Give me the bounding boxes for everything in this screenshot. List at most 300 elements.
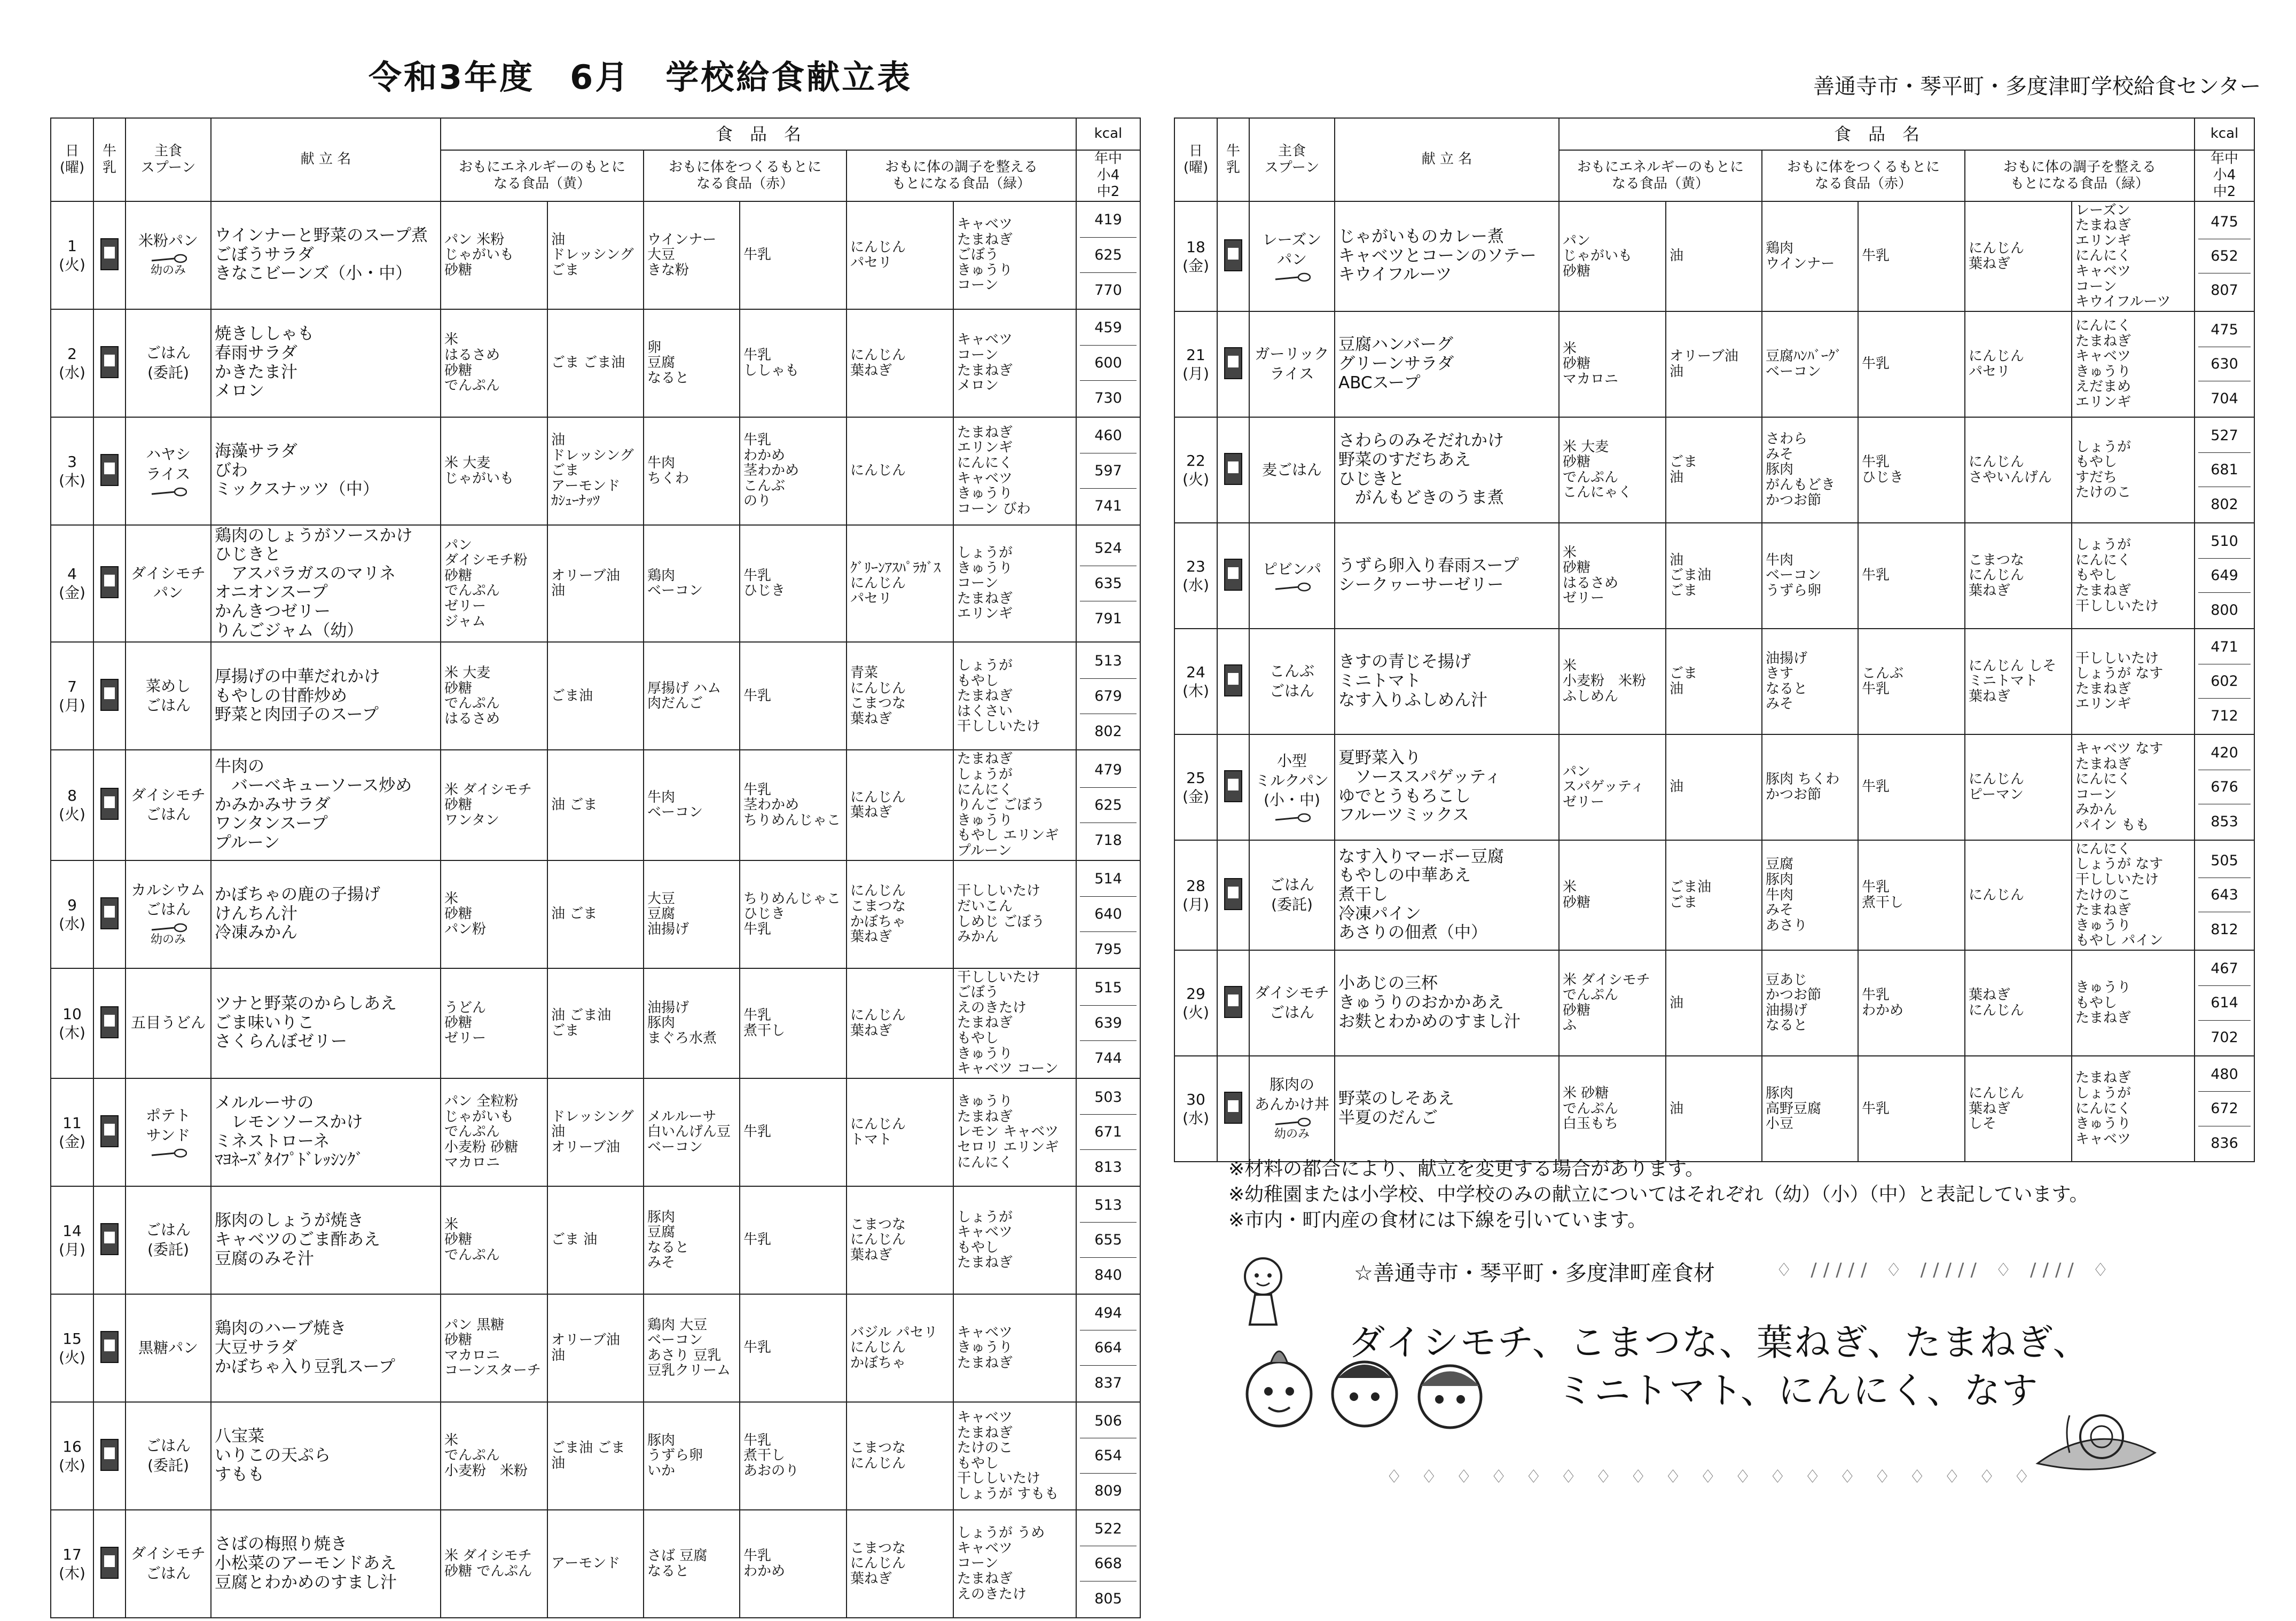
red-food-cell: こんぶ 牛乳 [1858, 629, 1965, 734]
organization-name: 善通寺市・琴平町・多度津町学校給食センター [1813, 74, 2261, 99]
menu-day-row [51, 1294, 1140, 1402]
milk-carton-icon [100, 1547, 119, 1579]
kcal-value: 630 [2198, 347, 2251, 381]
kcal-value: 718 [1094, 832, 1122, 849]
day-cell: 11 (金) [51, 1078, 93, 1186]
green-food-cell: 葉ねぎ にんじん [1965, 950, 2072, 1056]
green-food-cell: しょうが キャベツ もやし たまねぎ [953, 1186, 1076, 1294]
milk-carton-icon [100, 454, 119, 486]
staple-cell [1249, 523, 1335, 629]
kcal-value: 741 [1094, 497, 1122, 514]
red-food-cell: 鶏肉 大豆 ベーコン あさり 豆乳 豆乳クリーム [644, 1294, 740, 1402]
kcal-cell [1076, 201, 1140, 309]
staple-name: ごはん (委託) [145, 344, 191, 381]
dishes-cell: 焼きししゃも 春雨サラダ かきたま汁 メロン [211, 309, 441, 417]
yellow-food-cell: ごま 油 [1666, 417, 1762, 523]
milk-cell [93, 309, 126, 417]
red-food-cell: 牛乳 茎わかめ ちりめんじゃこ [740, 750, 847, 860]
staple-cell [126, 525, 211, 643]
header-red: おもに体をつくるもとに なる食品（赤） [1762, 150, 1965, 201]
milk-cell [1217, 523, 1249, 629]
dishes-cell: 海藻サラダ びわ ミックスナッツ（中） [211, 417, 441, 525]
staple-name: ハヤシ ライス [146, 445, 191, 483]
milk-carton-icon [1224, 559, 1242, 591]
green-food-cell: キャベツ たまねぎ たけのこ もやし 干ししいたけ しょうが すもも [953, 1402, 1076, 1510]
milk-carton-icon [1224, 239, 1242, 271]
menu-day-row [1174, 840, 2254, 950]
staple-cell [1249, 1056, 1335, 1162]
yellow-food-cell: 油 [1666, 1056, 1762, 1162]
yellow-food-cell: 米 砂糖 でんぷん 白玉もち [1559, 1056, 1666, 1162]
staple-name: 五目うどん [130, 1014, 206, 1032]
green-food-cell: キャベツ なす たまねぎ にんにく コーン みかん パイン もも [2072, 734, 2195, 840]
header-ingredients: 食 品 名 [1559, 118, 2195, 150]
kcal-value: 704 [2211, 390, 2238, 407]
red-food-cell: 牛乳 [1858, 201, 1965, 311]
milk-carton-icon [100, 1331, 119, 1363]
dishes-cell: じゃがいものカレー煮 キャベツとコーンのソテー キウイフルーツ [1335, 201, 1559, 311]
yellow-food-cell: 油 [1666, 201, 1762, 311]
kcal-cell [1076, 1294, 1140, 1402]
green-food-cell: きゅうり たまねぎ レモン キャベツ セロリ エリンギ にんにく [953, 1078, 1076, 1186]
staple-name: こんぶ ごはん [1269, 662, 1314, 700]
kcal-value: 840 [1094, 1266, 1122, 1283]
milk-cell [93, 417, 126, 525]
yellow-food-cell: ごま油 [547, 642, 644, 750]
staple-cell [126, 642, 211, 750]
green-food-cell: にんじん しそ ミニトマト 葉ねぎ [1965, 629, 2072, 734]
milk-carton-icon [1224, 770, 1242, 802]
kcal-cell [1076, 1186, 1140, 1294]
kcal-value: 460 [1080, 419, 1137, 454]
day-cell: 29 (火) [1174, 950, 1217, 1056]
red-food-cell: 牛乳 [1858, 1056, 1965, 1162]
yellow-food-cell: 米 砂糖 マカロニ [1559, 311, 1666, 417]
kcal-value: 494 [1080, 1296, 1137, 1331]
yellow-food-cell: 米 砂糖 パン粉 [441, 860, 547, 968]
menu-day-row [1174, 1056, 2254, 1162]
green-food-cell: ｸﾞﾘｰﾝｱｽﾊﾟﾗｶﾞｽ にんじん パセリ [847, 525, 953, 643]
spoon-icon [150, 487, 187, 497]
staple-name: ピビンパ [1262, 560, 1322, 578]
green-food-cell: たまねぎ エリンギ にんにく キャベツ きゅうり コーン びわ [953, 417, 1076, 525]
green-food-cell: にんじん ピーマン [1965, 734, 2072, 840]
staple-name: ダイシモチ パン [131, 565, 206, 602]
header-milk: 牛 乳 [93, 118, 126, 201]
kcal-value: 600 [1080, 346, 1137, 381]
day-cell: 24 (木) [1174, 629, 1217, 734]
dishes-cell: 野菜のしそあえ 半夏のだんご [1335, 1056, 1559, 1162]
kcal-value: 809 [1094, 1482, 1122, 1499]
green-food-cell: にんじん トマト [847, 1078, 953, 1186]
red-food-cell: 牛乳 煮干し [740, 968, 847, 1078]
day-cell: 7 (月) [51, 642, 93, 750]
dishes-cell: なす入りマーボー豆腐 もやしの中華あえ 煮干し 冷凍パイン あさりの佃煮（中） [1335, 840, 1559, 950]
red-food-cell: 牛乳 煮干し [1858, 840, 1965, 950]
yellow-food-cell: ごま 油 [1666, 629, 1762, 734]
dishes-cell: きすの青じそ揚げ ミニトマト なす入りふしめん汁 [1335, 629, 1559, 734]
yellow-food-cell: オリーブ油 油 [547, 1294, 644, 1402]
milk-cell [93, 1294, 126, 1402]
green-food-cell: バジル パセリ にんじん かぼちゃ [847, 1294, 953, 1402]
snail-icon [2032, 1373, 2160, 1479]
kcal-value: 649 [2198, 559, 2251, 593]
spoon-note: 幼のみ [150, 264, 186, 278]
red-food-cell: 大豆 豆腐 油揚げ [644, 860, 740, 968]
green-food-cell: にんじん 葉ねぎ しそ [1965, 1056, 2072, 1162]
staple-cell [126, 1510, 211, 1618]
kcal-value: 671 [1080, 1115, 1137, 1150]
milk-cell [93, 1402, 126, 1510]
staple-cell [1249, 734, 1335, 840]
header-menu: 献 立 名 [211, 118, 441, 201]
yellow-food-cell: 米 大麦 砂糖 でんぷん こんにゃく [1559, 417, 1666, 523]
red-food-cell: 豆腐 豚肉 牛肉 みそ あさり [1762, 840, 1858, 950]
red-food-cell: 牛乳 わかめ [1858, 950, 1965, 1056]
red-food-cell: 牛乳 煮干し あおのり [740, 1402, 847, 1510]
kcal-value: 475 [2198, 313, 2251, 347]
kcal-value: 712 [2211, 707, 2238, 724]
day-cell: 4 (金) [51, 525, 93, 643]
green-food-cell: にんじん こまつな かぼちゃ 葉ねぎ [847, 860, 953, 968]
kcal-value: 614 [2198, 986, 2251, 1020]
spoon-icon [1273, 1117, 1311, 1127]
green-food-cell: きゅうり もやし たまねぎ [2072, 950, 2195, 1056]
green-food-cell: 青菜 にんじん こまつな 葉ねぎ [847, 642, 953, 750]
red-food-cell: 牛乳 [740, 1186, 847, 1294]
red-food-cell: 牛乳 わかめ [740, 1510, 847, 1618]
header-yellow: おもにエネルギーのもとに なる食品（黄） [441, 150, 644, 201]
red-food-cell: 牛乳 [1858, 734, 1965, 840]
kcal-value: 419 [1080, 203, 1137, 238]
green-food-cell: こまつな にんじん 葉ねぎ [847, 1510, 953, 1618]
yellow-food-cell: パン 米粉 じゃがいも 砂糖 [441, 201, 547, 309]
yellow-food-cell: 米 ダイシモチ でんぷん 砂糖 ふ [1559, 950, 1666, 1056]
staple-name: 小型 ミルクパン (小・中) [1255, 752, 1329, 809]
yellow-food-cell: 米 砂糖 [1559, 840, 1666, 950]
kcal-cell [1076, 1510, 1140, 1618]
milk-cell [93, 750, 126, 860]
day-cell: 17 (木) [51, 1510, 93, 1618]
kcal-value: 513 [1080, 1188, 1137, 1223]
kcal-value: 676 [2198, 770, 2251, 804]
red-food-cell: さば 豆腐 なると [644, 1510, 740, 1618]
menu-day-row [51, 1186, 1140, 1294]
milk-carton-icon [100, 788, 119, 820]
dishes-cell: 八宝菜 いりこの天ぷら すもも [211, 1402, 441, 1510]
red-food-cell: 牛乳 [740, 201, 847, 309]
spoon-icon [1273, 813, 1311, 823]
kcal-value: 505 [2198, 844, 2251, 878]
kcal-value: 639 [1080, 1006, 1137, 1041]
red-food-cell: 牛乳 ししゃも [740, 309, 847, 417]
spoon-icon [150, 1148, 187, 1158]
yellow-food-cell: ごま油 ごま [1666, 840, 1762, 950]
red-food-cell: ちりめんじゃこ ひじき 牛乳 [740, 860, 847, 968]
kcal-value: 467 [2198, 952, 2251, 986]
dishes-cell: 夏野菜入り ソーススパゲッティ ゆでとうもろこし フルーツミックス [1335, 734, 1559, 840]
staple-name: 菜めし ごはん [145, 677, 191, 715]
day-cell: 10 (木) [51, 968, 93, 1078]
dishes-cell: 豚肉のしょうが焼き キャベツのごま酢あえ 豆腐のみそ汁 [211, 1186, 441, 1294]
kcal-value: 475 [2198, 205, 2251, 239]
day-cell: 8 (火) [51, 750, 93, 860]
header-day: 日 (曜) [51, 118, 93, 201]
milk-cell [1217, 417, 1249, 523]
dishes-cell: かぼちゃの鹿の子揚げ けんちん汁 冷凍みかん [211, 860, 441, 968]
staple-name: ダイシモチ ごはん [131, 1545, 206, 1582]
green-food-cell: にんにく たまねぎ キャベツ きゅうり えだまめ エリンギ [2072, 311, 2195, 417]
dishes-cell: 小あじの三杯 きゅうりのおかかあえ お麩とわかめのすまし汁 [1335, 950, 1559, 1056]
red-food-cell: 豚肉 高野豆腐 小豆 [1762, 1056, 1858, 1162]
day-cell: 22 (火) [1174, 417, 1217, 523]
red-food-cell: 豆あじ かつお節 油揚げ なると [1762, 950, 1858, 1056]
kcal-cell [1076, 642, 1140, 750]
kcal-cell [1076, 1078, 1140, 1186]
kcal-value: 664 [1080, 1330, 1137, 1366]
header-green: おもに体の調子を整える もとになる食品（緑） [1965, 150, 2195, 201]
green-food-cell: しょうが にんにく もやし たまねぎ 干ししいたけ [2072, 523, 2195, 629]
green-food-cell: 干ししいたけ ごぼう えのきたけ たまねぎ もやし きゅうり キャベツ コーン [953, 968, 1076, 1078]
local-foods-line2: ミニトマト、にんにく、なす [1557, 1370, 2039, 1412]
kcal-value: 635 [1080, 566, 1137, 601]
yellow-food-cell: 米 大麦 砂糖 でんぷん はるさめ [441, 642, 547, 750]
staple-cell [126, 1078, 211, 1186]
dishes-cell: 鶏肉のしょうがソースかけ ひじきと アスパラガスのマリネ オニオンスープ かんきつゼリー りんごジャム（幼） [211, 525, 441, 643]
green-food-cell: レーズン たまねぎ エリンギ にんにく キャベツ コーン キウイフルーツ [2072, 201, 2195, 311]
green-food-cell: にんじん 葉ねぎ [847, 750, 953, 860]
staple-cell [1249, 201, 1335, 311]
menu-day-row [1174, 950, 2254, 1056]
milk-carton-icon [1224, 453, 1242, 485]
green-food-cell: にんじん パセリ [1965, 311, 2072, 417]
green-food-cell: 干ししいたけ しょうが なす たまねぎ エリンギ [2072, 629, 2195, 734]
day-cell: 16 (水) [51, 1402, 93, 1510]
milk-cell [1217, 201, 1249, 311]
menu-day-row [1174, 734, 2254, 840]
yellow-food-cell: 油 ごま [547, 750, 644, 860]
kcal-value: 524 [1080, 531, 1137, 566]
menu-day-row [51, 642, 1140, 750]
header-kcal-group: 年中 小4 中2 [1076, 150, 1140, 201]
yellow-food-cell: 米 砂糖 はるさめ ゼリー [1559, 523, 1666, 629]
milk-carton-icon [1224, 1092, 1242, 1124]
day-cell: 21 (月) [1174, 311, 1217, 417]
red-food-cell: 油揚げ きす なると みそ [1762, 629, 1858, 734]
milk-cell [93, 860, 126, 968]
kcal-value: 602 [2198, 664, 2251, 699]
staple-cell [1249, 311, 1335, 417]
yellow-food-cell: 油 [1666, 950, 1762, 1056]
milk-cell [1217, 311, 1249, 417]
green-food-cell: にんじん [1965, 840, 2072, 950]
kcal-cell [2195, 840, 2254, 950]
staple-name: 米粉パン [138, 232, 198, 250]
menu-day-row [1174, 311, 2254, 417]
staple-name: 麦ごはん [1261, 460, 1322, 479]
menu-table-left [50, 118, 1141, 1618]
header-ingredients: 食 品 名 [441, 118, 1076, 150]
header-kcal: kcal [1076, 118, 1140, 150]
yellow-food-cell: パン じゃがいも 砂糖 [1559, 201, 1666, 311]
kcal-value: 479 [1080, 753, 1137, 788]
kcal-cell [1076, 750, 1140, 860]
staple-cell [1249, 629, 1335, 734]
green-food-cell: しょうが もやし すだち たけのこ [2072, 417, 2195, 523]
milk-cell [93, 201, 126, 309]
staple-cell [126, 860, 211, 968]
kcal-value: 672 [2198, 1092, 2251, 1126]
milk-carton-icon [100, 1223, 119, 1255]
red-food-cell: 牛乳 ひじき [740, 525, 847, 643]
menu-day-row [51, 525, 1140, 643]
milk-cell [93, 1186, 126, 1294]
kcal-value: 459 [1080, 311, 1137, 346]
kcal-cell [1076, 525, 1140, 643]
dishes-cell: さばの梅照り焼き 小松菜のアーモンドあえ 豆腐とわかめのすまし汁 [211, 1510, 441, 1618]
kcal-value: 853 [2211, 813, 2238, 830]
header-milk: 牛 乳 [1217, 118, 1249, 201]
yellow-food-cell: 油 ごま油 ごま [547, 968, 644, 1078]
staple-cell [126, 968, 211, 1078]
staple-cell [126, 309, 211, 417]
red-food-cell: 油揚げ 豚肉 まぐろ水煮 [644, 968, 740, 1078]
staple-cell [126, 201, 211, 309]
kcal-value: 625 [1080, 238, 1137, 273]
kcal-value: 510 [2198, 524, 2251, 559]
red-food-cell: 牛肉 ちくわ [644, 417, 740, 525]
day-cell: 14 (月) [51, 1186, 93, 1294]
header-day: 日 (曜) [1174, 118, 1217, 201]
yellow-food-cell: オリーブ油 油 [547, 525, 644, 643]
menu-day-row [51, 417, 1140, 525]
red-food-cell: 牛乳 [1858, 311, 1965, 417]
staple-name: レーズン パン [1262, 231, 1322, 268]
day-cell: 23 (水) [1174, 523, 1217, 629]
kcal-cell [2195, 950, 2254, 1056]
milk-cell [1217, 734, 1249, 840]
staple-cell [126, 417, 211, 525]
header-kcal-group: 年中 小4 中2 [2195, 150, 2254, 201]
staple-name: ダイシモチ ごはん [1255, 984, 1329, 1021]
staple-name: 豚肉の あんかけ丼 [1254, 1076, 1329, 1113]
kcal-value: 652 [2198, 239, 2251, 273]
kcal-value: 643 [2198, 878, 2251, 912]
kcal-value: 681 [2198, 453, 2251, 487]
milk-carton-icon [100, 897, 119, 929]
milk-cell [93, 642, 126, 750]
green-food-cell: にんじん 葉ねぎ [847, 309, 953, 417]
green-food-cell: こまつな にんじん [847, 1402, 953, 1510]
kcal-value: 800 [2211, 601, 2238, 618]
staple-cell [1249, 840, 1335, 950]
green-food-cell: しょうが もやし たまねぎ はくさい 干ししいたけ [953, 642, 1076, 750]
kcal-value: 791 [1094, 610, 1122, 627]
day-cell: 30 (水) [1174, 1056, 1217, 1162]
kcal-value: 668 [1080, 1546, 1137, 1581]
milk-carton-icon [100, 238, 119, 270]
kcal-value: 812 [2211, 921, 2238, 938]
notes [1228, 1156, 2089, 1233]
spoon-icon [1273, 582, 1311, 592]
menu-day-row [1174, 201, 2254, 311]
milk-carton-icon [100, 566, 119, 598]
yellow-food-cell: 米 小麦粉 米粉 ふしめん [1559, 629, 1666, 734]
staple-cell [126, 1294, 211, 1402]
dishes-cell: 牛肉の バーベキューソース炒め かみかみサラダ ワンタンスープ プルーン [211, 750, 441, 860]
kcal-value: 471 [2198, 630, 2251, 664]
kcal-cell [2195, 523, 2254, 629]
milk-cell [1217, 1056, 1249, 1162]
red-food-cell: 牛乳 [740, 1078, 847, 1186]
kcal-value: 655 [1080, 1223, 1137, 1258]
kcal-value: 805 [1094, 1590, 1122, 1607]
milk-carton-icon [1224, 664, 1242, 696]
kcal-cell [2195, 1056, 2254, 1162]
red-food-cell: 卵 豆腐 なると [644, 309, 740, 417]
kcal-cell [2195, 734, 2254, 840]
green-food-cell: 干ししいたけ だいこん しめじ ごぼう みかん [953, 860, 1076, 968]
staple-name: ダイシモチ ごはん [131, 786, 206, 824]
day-cell: 1 (火) [51, 201, 93, 309]
dishes-cell: さわらのみそだれかけ 野菜のすだちあえ ひじきと がんもどきのうま煮 [1335, 417, 1559, 523]
kcal-value: 625 [1080, 788, 1137, 823]
green-food-cell: キャベツ きゅうり たまねぎ [953, 1294, 1076, 1402]
yellow-food-cell: パン スパゲッティ ゼリー [1559, 734, 1666, 840]
kcal-cell [2195, 311, 2254, 417]
kcal-cell [1076, 309, 1140, 417]
staple-name: ごはん (委託) [1269, 876, 1314, 913]
green-food-cell: にんじん 葉ねぎ [847, 968, 953, 1078]
kcal-value: 807 [2211, 282, 2238, 299]
red-food-cell: 牛肉 ベーコン [644, 750, 740, 860]
milk-cell [93, 968, 126, 1078]
header-yellow: おもにエネルギーのもとに なる食品（黄） [1559, 150, 1762, 201]
kcal-cell [1076, 968, 1140, 1078]
dishes-cell: うずら卵入り春雨スープ シークヮーサーゼリー [1335, 523, 1559, 629]
kcal-value: 515 [1080, 971, 1137, 1006]
dishes-cell: メルルーサの レモンソースかけ ミネストローネ ﾏﾖﾈｰｽﾞﾀｲﾌﾟﾄﾞﾚｯｼﾝｸﾞ [211, 1078, 441, 1186]
kcal-cell [1076, 860, 1140, 968]
red-food-cell: 牛乳 ひじき [1858, 417, 1965, 523]
yellow-food-cell: 米 ダイシモチ 砂糖 でんぷん [441, 1510, 547, 1618]
day-cell: 28 (月) [1174, 840, 1217, 950]
kcal-value: 770 [1094, 281, 1122, 299]
kcal-value: 640 [1080, 897, 1137, 932]
red-food-cell: 豚肉 うずら卵 いか [644, 1402, 740, 1510]
yellow-food-cell: 油 ごま油 ごま [1666, 523, 1762, 629]
red-food-cell: 牛乳 わかめ 茎わかめ こんぶ のり [740, 417, 847, 525]
dishes-cell: ウインナーと野菜のスープ煮 ごぼうサラダ きなこビーンズ（小・中） [211, 201, 441, 309]
menu-day-row [51, 309, 1140, 417]
kcal-value: 513 [1080, 644, 1137, 679]
green-food-cell: こまつな にんじん 葉ねぎ [1965, 523, 2072, 629]
kcal-value: 744 [1094, 1050, 1122, 1067]
spoon-icon [150, 923, 187, 933]
yellow-food-cell: パン 黒糖 砂糖 マカロニ コーンスターチ [441, 1294, 547, 1402]
staple-name: カルシウム ごはん [131, 881, 206, 919]
yellow-food-cell: 米 ダイシモチ 砂糖 ワンタン [441, 750, 547, 860]
yellow-food-cell: アーモンド [547, 1510, 644, 1618]
menu-day-row [51, 968, 1140, 1078]
red-food-cell: 厚揚げ ハム 肉だんご [644, 642, 740, 750]
yellow-food-cell: ごま ごま油 [547, 309, 644, 417]
staple-name: ごはん (委託) [145, 1437, 191, 1474]
red-food-cell: 牛乳 [1858, 523, 1965, 629]
page-title: 令和3年度 6月 学校給食献立表 [369, 58, 913, 97]
menu-day-row [51, 750, 1140, 860]
kcal-value: 802 [1094, 723, 1122, 740]
